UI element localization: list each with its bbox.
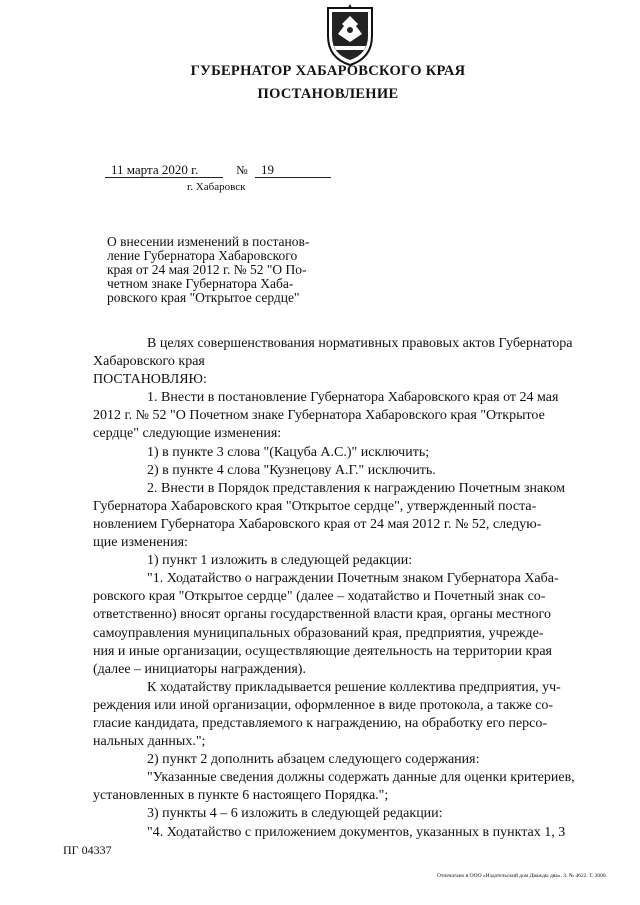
coat-of-arms-icon [322,2,378,68]
body-line: "Указанные сведения должны содержать данные для оценки критериев, [147,770,575,786]
body-line: ответственно) вносят органы государственной власти края, органы местного [93,607,551,623]
issuer-title: ГУБЕРНАТОР ХАБАРОВСКОГО КРАЯ [190,63,466,79]
document-body [93,335,613,842]
date-number-line [105,162,331,178]
subject-line: ровского края "Открытое сердце" [107,290,300,305]
document-date: 11 марта 2020 г. [105,163,223,178]
body-line: 3) пункты 4 – 6 изложить в следующей редакции: [147,806,443,822]
body-line: реждения или иной организации, оформленное в виде протокола, а также со- [93,697,554,713]
body-line: (далее – инициаторы награждения). [93,661,306,677]
body-line: "4. Ходатайство с приложением документов, указанных в пунктах 1, 3 [147,824,566,840]
subject-line: четном знаке Губернатора Хаба- [107,276,294,291]
body-line: 2) пункт 2 дополнить абзацем следующего содержания: [147,752,480,768]
body-line: К ходатайству прикладывается решение коллектива предприятия, уч- [147,679,561,695]
subject-line: края от 24 мая 2012 г. № 52 "О По- [107,262,307,277]
subject-line: ление Губернатора Хабаровского [107,248,298,263]
body-line: новлением Губернатора Хабаровского края от 24 мая 2012 г. № 52, следую- [93,516,542,532]
body-line: гласие кандидата, представляемого к награждению, на обработку его персо- [93,715,548,731]
printer-imprint: Отпечатано в ООО «Издательский дом Дважды два». З. № 4622. Т. 3000. [437,873,608,879]
body-line: 1. Внести в постановление Губернатора Хабаровского края от 24 мая [147,390,559,406]
body-line: Губернатора Хабаровского края "Открытое сердце", утвержденный поста- [93,498,537,514]
body-line: самоуправления муниципальных образований края, предприятия, учрежде- [93,625,544,641]
body-line: ровского края "Открытое сердце" (далее – ходатайство и Почетный знак со- [93,589,546,605]
document-subject [107,235,331,305]
body-line: 2) в пункте 4 слова "Кузнецову А.Г." исключить. [147,462,436,478]
subject-line: О внесении изменений в постанов- [107,234,310,249]
body-line: "1. Ходатайство о награждении Почетным знаком Губернатора Хаба- [147,571,559,587]
document-number: 19 [255,163,331,178]
document-type: ПОСТАНОВЛЕНИЕ [257,86,399,102]
body-line: ПОСТАНОВЛЯЮ: [93,372,207,388]
body-line: нальных данных."; [93,734,206,750]
city-label: г. Хабаровск [187,181,246,193]
body-line: ния и иные организации, осуществляющие деятельность на территории края [93,643,552,659]
body-line: щие изменения: [93,535,188,551]
body-line: Хабаровского края [93,354,205,370]
body-line: 1) пункт 1 изложить в следующей редакции: [147,553,413,569]
body-line: 2. Внести в Порядок представления к награждению Почетным знаком [147,480,565,496]
body-line: 2012 г. № 52 "О Почетном знаке Губернатора Хабаровского края "Открытое [93,408,545,424]
body-line: установленных в пункте 6 настоящего Порядка."; [93,788,389,804]
body-line: сердце" следующие изменения: [93,426,282,442]
body-line: В целях совершенствования нормативных правовых актов Губернатора [147,336,573,351]
form-code: ПГ 04337 [63,843,112,857]
body-line: 1) в пункте 3 слова "(Кацуба А.С.)" исключить; [147,444,430,460]
number-sign: № [236,163,248,177]
